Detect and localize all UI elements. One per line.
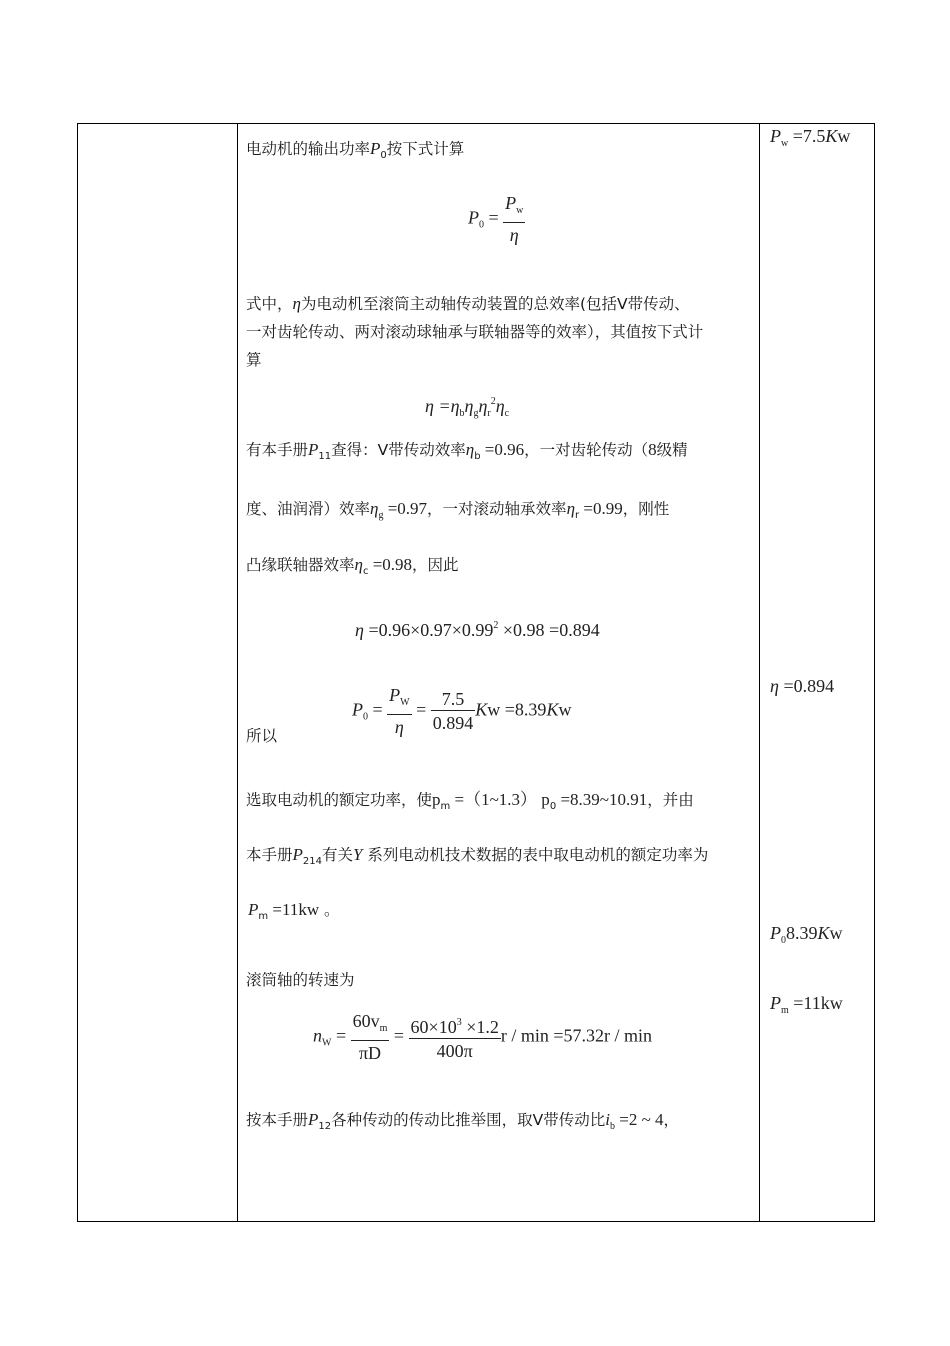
formula-p0: $P_0$ = $\frac{P_w}{\eta}$ [468,193,524,245]
result-eta: η =0.894 [770,676,835,696]
drum-speed-label: 滚筒轴的转速为 [246,971,355,989]
formula-nw: $n_W$ = $\frac{60v_m}{\pi D}$ = $\frac{60\times 10^3 \times 1.2}{400\pi}$ r / min =57.32r / min [313,1011,653,1063]
transmission-ratio-paragraph: 按本手册$P_{12}$各种传动的传动比推举围，取Ⅴ带传动比$i_b =2$ ~ 4， [246,1110,680,1132]
item-column [78,124,238,1222]
result-pw: $P_w =7.5Kw$ [770,126,851,149]
efficiency-lookup-line-2: 度、油润滑）效率$\eta_g =0.97$，一对滚动轴承效率$\eta_r =0.99$，刚性 [246,499,670,521]
output-power-paragraph: 电动机的输出功率$P_0$按下式计算 [246,139,465,161]
suoyi-label: 所以 [246,727,278,745]
formula-p0-value-fraction-2: $\frac{7.5}{0.894}$ [432,689,474,733]
select-power-line-1: 选取电动机的额定功率，使$p_m$ =（1~1.3） $p_0$ =8.39~10.91，并由 [246,790,694,812]
result-p0: $P_08.39Kw$ [770,923,843,946]
result-column [760,124,875,1222]
formula-p0-fraction: $\frac{P_w}{\eta}$ [505,193,524,245]
formula-p0-value: $P_0$ = $\frac{P_W}{\eta}$ = $\frac{7.5}{0.894}$ Kw =8.39Kw [352,685,572,737]
formula-eta: $\eta =\eta_b\eta_g\eta_r^2\eta_c$ [425,396,510,419]
select-power-line-2: 本手册$P_{214}$有关Y 系列电动机技术数据的表中取电动机的额定功率为 [246,845,709,867]
formula-p0-value-fraction-1: $\frac{P_W}{\eta}$ [389,685,410,737]
eta-definition-line-2: 一对齿轮传动、两对滚动球轴承与联轴器等的效率），其值按下式计 [246,323,704,341]
formula-nw-fraction-2: $\frac{60\times 10^3 \times 1.2}{400\pi}$ [409,1012,501,1063]
efficiency-lookup-line-3: 凸缘联轴器效率$\eta_c =0.98$，因此 [246,555,459,577]
formula-nw-fraction-1: $\frac{60v_m}{\pi D}$ [352,1011,388,1063]
result-pm: $P_m =11kw$ [770,993,843,1016]
select-power-line-3: $P_m =11kw$ 。 [248,900,340,922]
eta-definition-line-3: 算 [246,351,262,369]
efficiency-lookup-line-1: 有本手册$P_{11}$查得：Ⅴ带传动效率$\eta_b =0.96$，一对齿轮传动（8级精 [246,440,688,462]
eta-definition-line-1: 式中，η为电动机至滚筒主动轴传动装置的总效率(包括Ⅴ带传动、 [246,294,690,313]
formula-eta-value: $\eta =0.96\times 0.97\times 0.99^2 \times 0.98 =0.894$ [355,620,600,640]
